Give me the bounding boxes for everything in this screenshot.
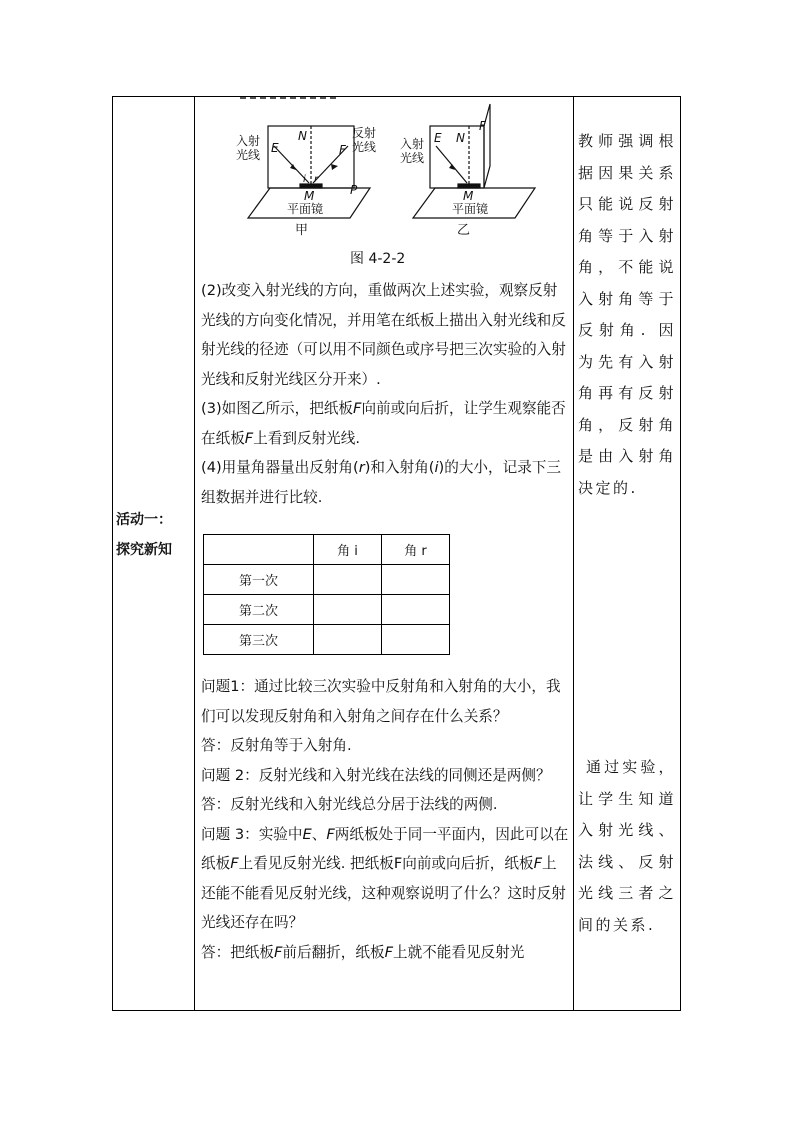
- step-4-part-c: )的大小，记录下三组数据并进行比较.: [201, 459, 561, 506]
- table-header-row: [204, 535, 450, 565]
- jia-reflect-label-2: 光线: [352, 140, 377, 154]
- q3-sep: 、: [311, 825, 327, 843]
- table-cell: [314, 595, 382, 625]
- q3-part-c: 上看见反射光线. 把纸板F向前或向后折，纸板: [238, 855, 534, 872]
- answer-2: 答：反射光线和入射光线总分居于法线的两侧.: [201, 796, 498, 813]
- step-3-part-a: (3)如图乙所示，把纸板: [201, 400, 354, 417]
- experiment-figure: [200, 96, 570, 246]
- step-4-part-b: )和入射角(: [364, 459, 435, 476]
- a3-F2: F: [384, 943, 393, 961]
- figure-jia-labels: [236, 126, 376, 238]
- step-4-i: i: [434, 459, 439, 476]
- step-3-part-c: 上看到反射光线.: [253, 429, 360, 447]
- table-cell: [382, 625, 450, 655]
- activity-label: [116, 505, 192, 565]
- yi-E-label: E: [434, 131, 442, 145]
- jia-F-label: F: [339, 143, 346, 157]
- experiment-goal-note: 通过实验，让学生知道入射光线、法线、反射光线三者之间的关系.: [578, 758, 676, 934]
- table-cell: [382, 565, 450, 595]
- figure-yi-labels: [400, 119, 488, 238]
- question-1: 问题1：通过比较三次实验中反射角和入射角的大小，我们可以发现反射角和入射角之间存在什么关系？: [201, 678, 561, 725]
- jia-P-label: P: [350, 183, 358, 197]
- step-4-r: r: [358, 459, 365, 476]
- jia-incident-label-1: 入射: [236, 134, 261, 148]
- step-3-F: F: [353, 400, 362, 417]
- table-header-cell: 角 r: [382, 535, 450, 565]
- table-cell: [382, 595, 450, 625]
- q3-F: F: [326, 825, 335, 843]
- jia-N-label: N: [298, 129, 307, 143]
- step-3-part-b: 向前或向后折，让学生观察能否在纸板: [201, 400, 566, 447]
- q3-part-a: 问题 3：实验中: [201, 825, 303, 843]
- column-divider-left: [194, 96, 195, 1011]
- jia-E-label: E: [271, 141, 279, 155]
- yi-mirror-block: [458, 184, 480, 188]
- jia-i-label: i: [303, 174, 306, 185]
- jia-mirror-label: 平面镜: [287, 202, 324, 216]
- answer-3: [201, 938, 571, 968]
- step-2-text: (2)改变入射光线的方向，重做两次上述实验，观察反射光线的方向变化情况，并用笔在纸板上描出入射光线和反射光线的径迹（可以用不同颜色或序号把三次实验的入射光线和反射光线区分开来）.: [201, 282, 566, 388]
- yi-F-label: F: [479, 119, 486, 133]
- a3-F: F: [273, 943, 283, 961]
- column-divider-right: [573, 96, 574, 1011]
- yi-incident-label-2: 光线: [400, 151, 425, 165]
- table-header-cell: [204, 535, 314, 565]
- yi-incident-label-1: 入射: [400, 137, 425, 151]
- figure-yi: [413, 104, 535, 218]
- jia-r-label: r: [314, 174, 319, 185]
- yi-mirror-label: 平面镜: [452, 202, 489, 216]
- a3-part-a: 答：把纸板: [201, 943, 274, 961]
- a3-part-c: 上就不能看见反射光: [392, 943, 525, 961]
- q3-F2: F: [230, 855, 239, 872]
- activity-label-line1: 活动一：: [116, 512, 172, 528]
- question-3: [201, 820, 571, 938]
- activity-label-line2: 探究新知: [116, 542, 172, 558]
- yi-incident-ray: [436, 146, 467, 183]
- table-cell: [314, 625, 382, 655]
- jia-incident-label-2: 光线: [236, 148, 261, 162]
- q3-E: E: [302, 825, 312, 843]
- table-header-cell: 角 i: [314, 535, 382, 565]
- q3-part-b: 两纸板处于同一平面内，因此可以在纸板: [201, 825, 569, 872]
- figure-caption: 图 4-2-2: [350, 251, 406, 267]
- jia-M-label: M: [304, 189, 315, 203]
- table-row-label: 第三次: [204, 625, 314, 655]
- step-3-F2: F: [244, 429, 254, 447]
- main-text-top: [201, 276, 571, 512]
- angle-data-table: [203, 534, 450, 655]
- teacher-note: 教师强调根据因果关系只能说反射角等于入射角，不能说入射角等于反射角. 因为先有入射角再有反射角，反射角是由入射角决定的.: [578, 132, 676, 497]
- yi-paper-board-F: [484, 104, 490, 188]
- q3-part-d: 上还能不能看见反射光线，这种观察说明了什么？这时反射光线还存在吗？: [201, 855, 566, 931]
- question-2: 问题 2：反射光线和入射光线在法线的同侧还是两侧？: [201, 766, 551, 784]
- yi-N-label: N: [456, 131, 465, 145]
- jia-reflect-label-1: 反射: [352, 126, 377, 140]
- table-row: [204, 595, 450, 625]
- table-cell: [314, 565, 382, 595]
- answer-1: 答：反射角等于入射角.: [201, 737, 352, 754]
- yi-M-label: M: [463, 189, 474, 203]
- table-row-label: 第一次: [204, 565, 314, 595]
- q3-F3: F: [533, 855, 542, 872]
- step-4-part-a: (4)用量角器量出反射角(: [201, 459, 359, 476]
- table-row-label: 第二次: [204, 595, 314, 625]
- table-row: [204, 625, 450, 655]
- step-4-text: [201, 453, 571, 512]
- main-text-bottom: [201, 672, 571, 967]
- table-row: [204, 565, 450, 595]
- yi-caption: 乙: [457, 223, 471, 238]
- a3-part-b: 前后翻折，纸板: [282, 943, 385, 961]
- step-3-text: [201, 394, 571, 453]
- jia-caption: 甲: [295, 223, 309, 238]
